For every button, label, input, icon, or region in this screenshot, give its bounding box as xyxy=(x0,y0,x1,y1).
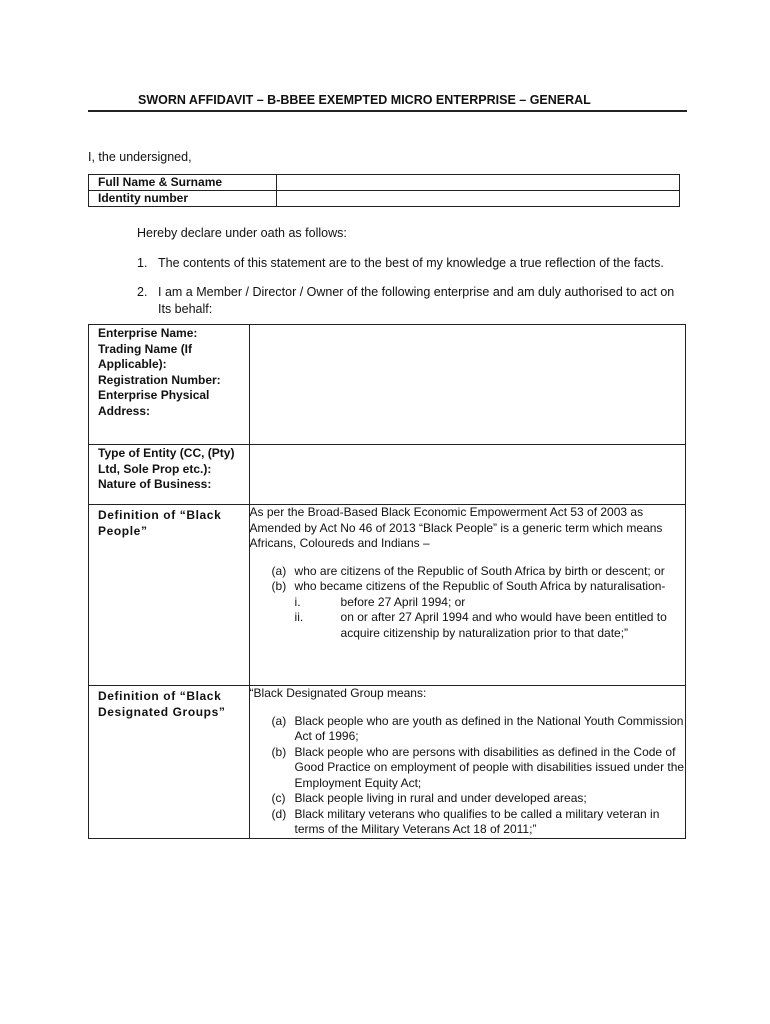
entity-type-labels xyxy=(89,445,250,505)
sub-list-item-text: on or after 27 April 1994 and who would have been entitled to acquire citizenship by naturalization prior to that date;” xyxy=(340,610,667,640)
table-row xyxy=(89,175,680,191)
list-marker: (d) xyxy=(271,806,287,821)
list-item-text: Black people who are youth as defined in the National Youth Commission Act of 1996; xyxy=(294,713,684,743)
sub-list xyxy=(295,595,685,642)
sub-list-item xyxy=(295,610,685,641)
table-row xyxy=(89,445,686,505)
list-marker: (a) xyxy=(271,713,287,728)
list-item xyxy=(272,807,685,838)
list-marker: (b) xyxy=(271,744,287,759)
entity-type-label: Type of Entity (CC, (Pty) Ltd, Sole Prop etc.): xyxy=(98,446,235,476)
title-underline xyxy=(88,110,687,112)
definition-intro: “Black Designated Group means: xyxy=(249,686,427,700)
definition-designated-groups-label: Definition of “Black Designated Groups” xyxy=(89,686,250,839)
enterprise-name-label: Enterprise Name: xyxy=(98,326,198,340)
entity-type-field[interactable] xyxy=(249,445,685,505)
item-number: 1. xyxy=(137,256,148,270)
list-item xyxy=(272,714,685,745)
full-name-label: Full Name & Surname xyxy=(89,175,277,191)
definition-intro: As per the Broad-Based Black Economic Empowerment Act 53 of 2003 as Amended by Act No 46 of 2013 “Black People” is a generic term which means Africans, Coloureds and Indians – xyxy=(249,505,663,550)
list-item-text: who are citizens of the Republic of South Africa by birth or descent; or xyxy=(294,563,665,578)
list-marker: (a) xyxy=(271,563,287,578)
definition-black-people-text xyxy=(249,505,685,686)
trading-name-label: Trading Name (If Applicable): xyxy=(98,341,193,371)
table-row xyxy=(89,191,680,207)
definition-designated-groups-text xyxy=(249,686,685,839)
table-row xyxy=(89,325,686,445)
identity-table xyxy=(88,174,680,207)
sub-list-item-text: before 27 April 1994; or xyxy=(340,594,466,609)
enterprise-details-field[interactable] xyxy=(249,325,685,445)
table-row xyxy=(89,686,686,839)
list-item-text: Black people who are persons with disabilities as defined in the Code of Good Practice on employment of people with disabilities issued under the Employment Equity Act; xyxy=(294,744,685,790)
sub-list-marker: i. xyxy=(294,594,301,609)
list-item xyxy=(272,791,685,807)
list-item-text: Black military veterans who qualifies to be called a military veteran in terms of the Military Veterans Act 18 of 2011;” xyxy=(294,806,660,836)
registration-number-label: Registration Number: xyxy=(98,372,221,387)
item-text: I am a Member / Director / Owner of the following enterprise and am duly authorised to act on Its behalf: xyxy=(158,285,675,316)
identity-number-field[interactable] xyxy=(277,191,680,207)
list-marker: (c) xyxy=(271,791,286,805)
definition-black-people-label: Definition of “Black People” xyxy=(89,505,250,686)
item-text: The contents of this statement are to the best of my knowledge a true reflection of the facts. xyxy=(158,256,664,270)
definition-list xyxy=(272,564,685,642)
declaration-intro: Hereby declare under oath as follows: xyxy=(137,226,347,240)
sub-list-item xyxy=(295,595,685,611)
list-item xyxy=(272,564,685,580)
full-name-field[interactable] xyxy=(277,175,680,191)
document-title: SWORN AFFIDAVIT – B-BBEE EXEMPTED MICRO ENTERPRISE – GENERAL xyxy=(138,93,591,107)
intro-text: I, the undersigned, xyxy=(88,150,192,164)
definition-list xyxy=(272,714,685,838)
list-item-text: Black people living in rural and under developed areas; xyxy=(294,791,587,805)
enterprise-table xyxy=(88,324,686,839)
list-item xyxy=(272,579,685,641)
table-row xyxy=(89,505,686,686)
physical-address-label: Enterprise Physical Address: xyxy=(98,388,210,418)
list-item-text: who became citizens of the Republic of South Africa by naturalisation- xyxy=(294,579,666,593)
nature-of-business-label: Nature of Business: xyxy=(98,477,212,491)
list-marker: (b) xyxy=(271,579,287,593)
item-number: 2. xyxy=(137,285,148,299)
identity-number-label: Identity number xyxy=(89,191,277,207)
sub-list-marker: ii. xyxy=(294,610,304,624)
enterprise-details-labels xyxy=(89,325,250,445)
list-item xyxy=(272,745,685,792)
